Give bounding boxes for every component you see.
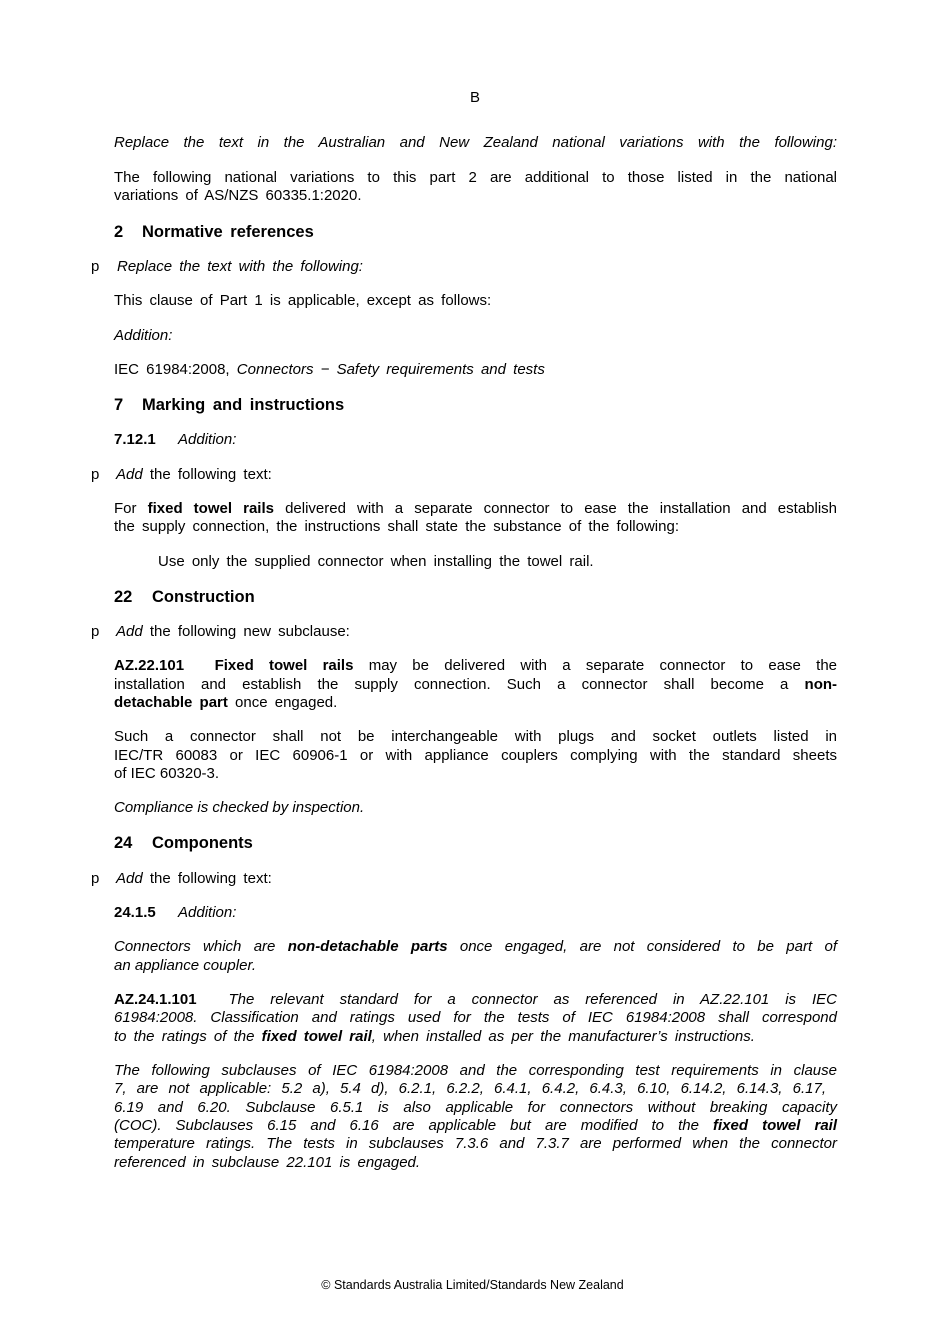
connectors-line1 bbox=[114, 938, 837, 957]
section-24-heading bbox=[114, 833, 837, 853]
instruction-verb: Add bbox=[116, 623, 143, 640]
paragraph-marker: p bbox=[91, 623, 100, 640]
section-7-para-line2: the supply connection, the instructions shall state the substance of the following: bbox=[114, 518, 679, 535]
subclause-number: 24.1.5 bbox=[114, 904, 156, 921]
az-22-101-line1 bbox=[114, 657, 837, 676]
section-title: Components bbox=[152, 834, 253, 852]
text-run: installation and establish the supply connection. Such a connector shall become a bbox=[114, 676, 789, 693]
subclause-number: AZ.24.1.101 bbox=[114, 991, 197, 1008]
defined-term: fixed towel rails bbox=[147, 500, 274, 517]
defined-term: fixed towel rail bbox=[713, 1117, 837, 1134]
defined-term: detachable part bbox=[114, 694, 228, 711]
defined-term: fixed towel rail bbox=[261, 1028, 372, 1045]
az-22-101-line3 bbox=[114, 694, 837, 713]
section-title: Marking and instructions bbox=[142, 396, 345, 414]
section-2-text: This clause of Part 1 is applicable, except as follows: bbox=[114, 292, 492, 309]
section-22-instruction bbox=[116, 623, 839, 642]
subclause-label: Addition: bbox=[178, 904, 237, 921]
section-22-para2-line3: of IEC 60320-3. bbox=[114, 765, 220, 782]
section-7-heading bbox=[114, 395, 837, 415]
final-para-line4 bbox=[114, 1117, 837, 1136]
text-run: once engaged, are not considered to be part of bbox=[459, 938, 837, 955]
defined-term: Fixed towel rails bbox=[214, 657, 354, 674]
az-24-1-101-line3 bbox=[114, 1028, 837, 1047]
az-22-101-line2 bbox=[114, 676, 837, 695]
section-7-quote: Use only the supplied connector when installing the towel rail. bbox=[158, 553, 594, 570]
defined-term: non- bbox=[804, 676, 838, 693]
text-run: may be delivered with a separate connector to ease the bbox=[368, 657, 838, 674]
text-run: once engaged. bbox=[235, 694, 338, 711]
section-number: 24 bbox=[114, 834, 133, 852]
paragraph-marker: p bbox=[91, 258, 100, 275]
text-run: For bbox=[114, 500, 137, 517]
section-number: 7 bbox=[114, 396, 124, 414]
section-number: 22 bbox=[114, 588, 133, 606]
paragraph-marker: p bbox=[91, 466, 100, 483]
section-24-instruction bbox=[116, 870, 839, 889]
instruction-rest: the following new subclause: bbox=[149, 623, 350, 640]
intro-para-line1: The following national variations to this part 2 are additional to those listed in the national bbox=[114, 169, 837, 186]
intro-instruction: Replace the text in the Australian and New Zealand national variations with the following: bbox=[114, 134, 837, 151]
normative-reference bbox=[114, 361, 837, 380]
page-mark: B bbox=[469, 89, 480, 106]
final-para-line1: The following subclauses of IEC 61984:2008 and the corresponding test requirements in clause bbox=[114, 1062, 837, 1079]
instruction-verb: Add bbox=[116, 870, 143, 887]
footer-copyright: © Standards Australia Limited/Standards New Zealand bbox=[321, 1278, 624, 1292]
section-22-para2-line1: Such a connector shall not be interchangeable with plugs and socket outlets listed in bbox=[114, 728, 837, 745]
intro-para-line2: variations of AS/NZS 60335.1:2020. bbox=[114, 187, 362, 204]
section-title: Construction bbox=[152, 588, 255, 606]
paragraph-marker: p bbox=[91, 870, 100, 887]
section-title: Normative references bbox=[142, 223, 314, 241]
instruction-rest: the following text: bbox=[149, 870, 272, 887]
subclause-7-12-1 bbox=[114, 431, 837, 450]
text-run: The relevant standard for a connector as referenced in AZ.22.101 is IEC bbox=[228, 991, 838, 1008]
final-para-line3: 6.19 and 6.20. Subclause 6.5.1 is also applicable for connectors without breaking capacity bbox=[114, 1099, 837, 1116]
section-2-addition: Addition: bbox=[114, 327, 173, 344]
connectors-line2: an appliance coupler. bbox=[114, 957, 257, 974]
final-para-line6: referenced in subclause 22.101 is engaged. bbox=[114, 1154, 421, 1171]
az-24-1-101-line1 bbox=[114, 991, 837, 1010]
compliance-note: Compliance is checked by inspection. bbox=[114, 799, 365, 816]
reference-code: IEC 61984:2008, bbox=[114, 361, 230, 378]
text-run: , when installed as per the manufacturer’s instructions. bbox=[371, 1028, 755, 1045]
section-22-heading bbox=[114, 587, 837, 607]
instruction-verb: Add bbox=[116, 466, 143, 483]
text-run: (COC). Subclauses 6.15 and 6.16 are applicable but are modified to the bbox=[114, 1117, 699, 1134]
section-number: 2 bbox=[114, 223, 124, 241]
final-para-line5: temperature ratings. The tests in subclauses 7.3.6 and 7.3.7 are performed when the connector bbox=[114, 1135, 837, 1152]
text-run: to the ratings of the bbox=[114, 1028, 255, 1045]
section-2-heading bbox=[114, 222, 837, 242]
section-22-para2-line2: IEC/TR 60083 or IEC 60906-1 or with appliance couplers complying with the standard sheets bbox=[114, 747, 837, 764]
az-24-1-101-line2: 61984:2008. Classification and ratings used for the tests of IEC 61984:2008 shall correspond bbox=[114, 1009, 837, 1026]
text-run: Connectors which are bbox=[114, 938, 276, 955]
text-run: delivered with a separate connector to ease the installation and establish bbox=[285, 500, 838, 517]
subclause-number: 7.12.1 bbox=[114, 431, 156, 448]
subclause-number: AZ.22.101 bbox=[114, 657, 185, 674]
section-7-instruction bbox=[116, 466, 839, 485]
section-7-para-line1 bbox=[114, 500, 837, 519]
subclause-label: Addition: bbox=[178, 431, 237, 448]
defined-term: non-detachable parts bbox=[287, 938, 448, 955]
subclause-24-1-5 bbox=[114, 904, 837, 923]
final-para-line2: 7, are not applicable: 5.2 a), 5.4 d), 6.2.1, 6.2.2, 6.4.1, 6.4.2, 6.4.3, 6.10, 6.14.2, 6.14.3, 6.17, bbox=[114, 1080, 826, 1097]
reference-title: Connectors − Safety requirements and tests bbox=[236, 361, 545, 378]
instruction-rest: the following text: bbox=[149, 466, 272, 483]
section-2-instruction: Replace the text with the following: bbox=[117, 258, 363, 275]
